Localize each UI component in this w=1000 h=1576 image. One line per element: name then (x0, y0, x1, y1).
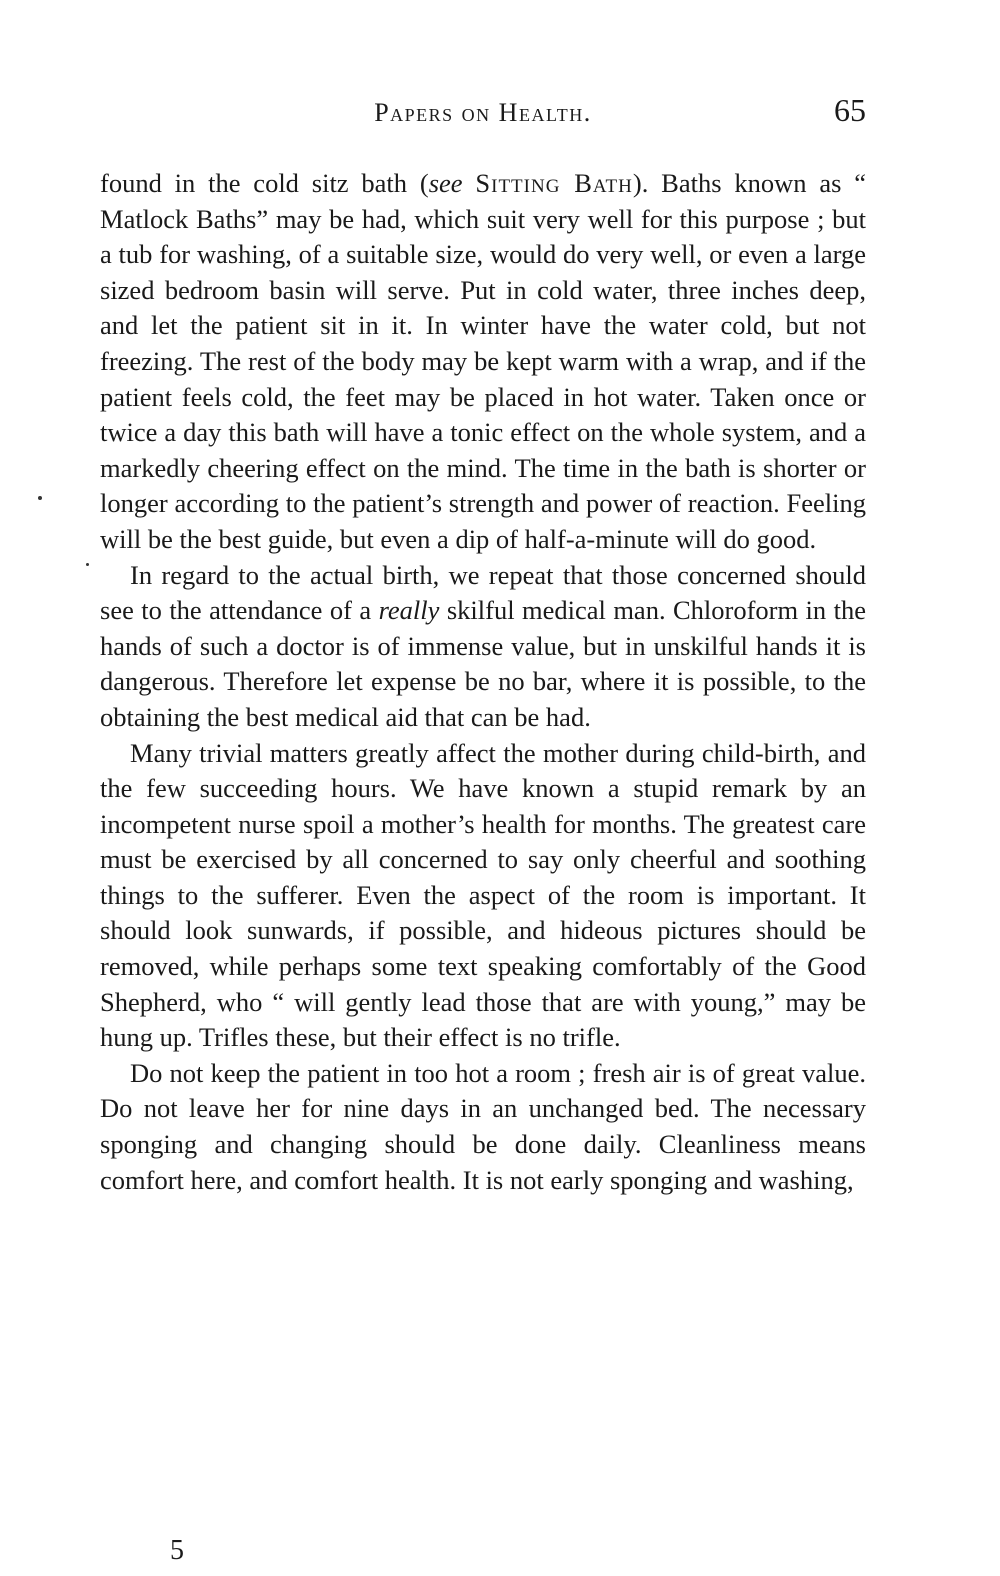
paragraph-1-text-b: ). Baths known as “ Matlock Baths” may be had, which suit very well for this purpose ; but a tub for washing, of a suitable size, would do very well, or even a large sized bedroom basin will serve. Put in cold water, three inches deep, and let the patient sit in it. In winter have the water cold, but not freezing. The rest of the body may be kept warm with a wrap, and if the patient feels cold, the feet may be placed in hot water. Taken once or twice a day this bath will have a tonic effect on the whole system, and a markedly cheering effect on the mind. The time in the bath is shorter or longer according to the patient’s strength and power of reaction. Feeling will be the best guide, but even a dip of half-a-minute will do good. (100, 168, 866, 554)
paragraph-2-text-a: In regard to the actual birth, we repeat that those concerned should see to the attendance of a (100, 559, 866, 626)
paragraph-3: Many trivial matters greatly affect the mother during child-birth, and the few succeeding hours. We have known a stupid remark by an incompetent nurse spoil a mother’s health for months. The greatest care must be exercised by all concerned to say only cheerful and soothing things to the sufferer. Even the aspect of the room is important. It should look sunwards, if possible, and hideous pictures should be removed, while perhaps some text speaking comfortably of the Good Shepherd, who “ will gently lead those that are with young,” may be hung up. Trifles these, but their effect is no trifle. (100, 737, 866, 1053)
body-text (100, 166, 866, 1198)
running-head (100, 92, 866, 136)
paragraph-1 (100, 166, 866, 558)
signature-mark: 5 (170, 1535, 184, 1566)
margin-speck (86, 563, 89, 566)
paragraph-2-text-b: skilful medical man. Chloroform in the hands of such a doctor is of immense value, but in unskilful hands it is dangerous. Therefore let expense be no bar, where it is possible, to the obtaining the best medical aid that can be had. (100, 595, 866, 732)
paragraph-1-text-a: found in the cold sitz bath ( (100, 168, 429, 198)
paragraph-1-cross-reference: Sitting Bath (475, 168, 633, 198)
paragraph-1-see: see (428, 168, 463, 198)
margin-speck (38, 496, 42, 500)
page-number: 65 (834, 92, 866, 128)
paragraph-4: Do not keep the patient in too hot a room ; fresh air is of great value. Do not leave her for nine days in an unchanged bed. The necessary sponging and changing should be done daily. Cleanliness means comfort here, and comfort health. It is not early sponging and washing, (100, 1057, 866, 1195)
paragraph-2-emphasis: really (378, 595, 440, 626)
page-title: Papers on Health. (374, 98, 592, 127)
paragraph-2 (100, 558, 866, 736)
